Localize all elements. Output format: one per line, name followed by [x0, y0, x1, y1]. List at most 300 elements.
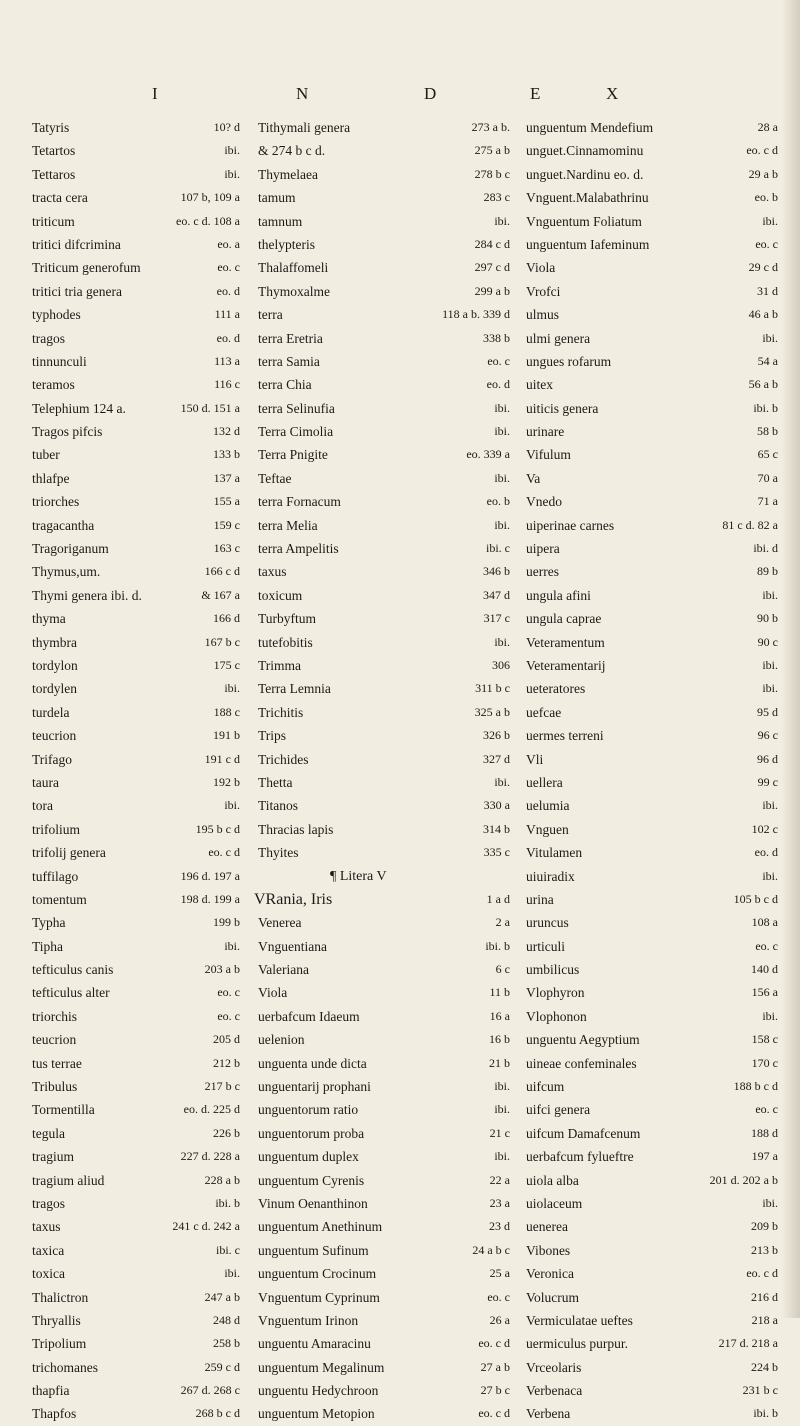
- entry-term: trichomanes: [32, 1359, 98, 1375]
- index-entry: [32, 911, 240, 934]
- entry-term: Terra Cimolia: [258, 424, 334, 440]
- index-column-1: [32, 116, 240, 1426]
- entry-reference: 212 b: [213, 1055, 240, 1070]
- index-entry: [258, 1309, 510, 1332]
- entry-reference: 213 b: [751, 1242, 778, 1257]
- entry-term: terra Eretria: [258, 330, 323, 346]
- entry-reference: ibi.: [762, 1008, 778, 1023]
- entry-reference: 99 c: [757, 774, 778, 789]
- index-entry: [32, 280, 240, 303]
- index-entry: [32, 373, 240, 396]
- index-entry: [258, 911, 510, 934]
- entry-term: unguentum Megalinum: [258, 1359, 385, 1375]
- entry-term: Tragoriganum: [32, 541, 109, 557]
- index-entry: [526, 701, 778, 724]
- entry-reference: 188 c: [213, 704, 240, 719]
- index-entry: [526, 327, 778, 350]
- entry-reference: 192 b: [213, 774, 240, 789]
- entry-reference: 170 c: [751, 1055, 778, 1070]
- entry-term: Vnguentum Foliatum: [526, 213, 642, 229]
- index-entry: [254, 888, 510, 911]
- entry-reference: ibi.: [494, 517, 510, 532]
- index-entry: [526, 490, 778, 513]
- index-entry: [526, 163, 778, 186]
- index-entry: [32, 327, 240, 350]
- entry-reference: 216 d: [751, 1289, 778, 1304]
- entry-term: unguet.Nardinu eo. d.: [526, 166, 644, 182]
- index-entry: [32, 1332, 240, 1355]
- entry-term: Thracias lapis: [258, 821, 334, 837]
- index-entry: [258, 350, 510, 373]
- index-entry: [258, 607, 510, 630]
- entry-term: Vnedo: [526, 494, 562, 510]
- entry-term: turdela: [32, 704, 70, 720]
- entry-term: Volucrum: [526, 1289, 579, 1305]
- entry-term: terra Samia: [258, 353, 320, 369]
- entry-term: Viola: [258, 985, 288, 1001]
- entry-term: unguentum duplex: [258, 1149, 359, 1165]
- index-entry: [258, 1052, 510, 1075]
- entry-term: VRania, Iris: [254, 890, 333, 908]
- index-entry: [258, 958, 510, 981]
- header-letter-e: E: [530, 84, 542, 103]
- entry-term: toxica: [32, 1266, 65, 1282]
- entry-term: uellera: [526, 774, 563, 790]
- entry-term: thapfia: [32, 1383, 70, 1399]
- index-entry: [32, 1098, 240, 1121]
- entry-reference: 166 c d: [204, 564, 240, 579]
- entry-term: tefticulus canis: [32, 962, 114, 978]
- entry-reference: 167 b c: [204, 634, 240, 649]
- entry-reference: 226 b: [213, 1125, 240, 1140]
- index-entry: [258, 748, 510, 771]
- entry-reference: ibi. b: [485, 938, 510, 953]
- entry-reference: eo. d: [754, 845, 778, 860]
- index-entry: [32, 1356, 240, 1379]
- entry-term: trifolij genera: [32, 845, 106, 861]
- entry-reference: 58 b: [757, 424, 778, 439]
- entry-term: uelenion: [258, 1032, 305, 1048]
- entry-reference: 81 c d. 82 a: [722, 517, 778, 532]
- index-entry: [526, 724, 778, 747]
- index-entry: [526, 818, 778, 841]
- entry-reference: 65 c: [757, 447, 778, 462]
- index-header: [0, 84, 800, 114]
- index-entry: [526, 865, 778, 888]
- index-entry: [526, 280, 778, 303]
- entry-term: uefcae: [526, 704, 562, 720]
- entry-term: uitex: [526, 377, 553, 393]
- entry-reference: 163 c: [213, 541, 240, 556]
- entry-reference: 29 a b: [748, 166, 778, 181]
- entry-term: Thyites: [258, 845, 299, 861]
- index-entry: [32, 584, 240, 607]
- index-entry: [32, 771, 240, 794]
- entry-reference: 218 a: [751, 1312, 778, 1327]
- entry-reference: eo. c: [755, 1102, 778, 1117]
- entry-reference: 278 b c: [474, 166, 510, 181]
- entry-reference: eo. 339 a: [466, 447, 510, 462]
- index-entry: [258, 794, 510, 817]
- index-entry: [32, 1005, 240, 1028]
- entry-term: Telephium 124 a.: [32, 400, 126, 416]
- entry-reference: 108 a: [751, 915, 778, 930]
- entry-reference: 306: [492, 657, 510, 672]
- index-entry: [258, 163, 510, 186]
- entry-reference: 140 d: [751, 962, 778, 977]
- entry-reference: eo. c: [217, 260, 240, 275]
- header-letter-n: N: [296, 84, 310, 103]
- index-entry: [258, 1262, 510, 1285]
- entry-term: Triticum generofum: [32, 260, 141, 276]
- entry-term: uifcum: [526, 1079, 565, 1095]
- index-entry: [32, 420, 240, 443]
- index-entry: [32, 724, 240, 747]
- entry-term: Tipha: [32, 938, 64, 954]
- entry-reference: 29 c d: [748, 260, 778, 275]
- index-entry: [258, 373, 510, 396]
- index-entry: [32, 865, 240, 888]
- index-entry: [526, 210, 778, 233]
- entry-term: ueteratores: [526, 681, 586, 697]
- entry-reference: 241 c d. 242 a: [172, 1219, 240, 1234]
- entry-term: unguentorum ratio: [258, 1102, 359, 1118]
- index-entry: [32, 256, 240, 279]
- entry-reference: 113 a: [214, 353, 240, 368]
- entry-reference: 284 c d: [474, 236, 510, 251]
- index-entry: [258, 443, 510, 466]
- entry-term: Teftae: [258, 470, 292, 486]
- entry-term: Vrceolaris: [526, 1359, 582, 1375]
- index-entry: [526, 794, 778, 817]
- entry-term: uipera: [526, 541, 560, 557]
- entry-term: tragacantha: [32, 517, 95, 533]
- entry-reference: 111 a: [214, 307, 240, 322]
- entry-reference: 199 b: [213, 915, 240, 930]
- entry-reference: 158 c: [751, 1032, 778, 1047]
- entry-term: Trips: [258, 728, 287, 744]
- entry-term: terra Fornacum: [258, 494, 341, 510]
- entry-reference: 338 b: [483, 330, 510, 345]
- index-entry: [526, 935, 778, 958]
- index-entry: [32, 490, 240, 513]
- entry-reference: 175 c: [213, 657, 240, 672]
- entry-reference: 325 a b: [474, 704, 510, 719]
- index-column-3: [526, 116, 778, 1426]
- index-column-2: [254, 116, 510, 1426]
- index-entry: [258, 1145, 510, 1168]
- entry-term: Thapfos: [32, 1406, 77, 1422]
- entry-term: Veteramentarij: [526, 657, 606, 673]
- entry-reference: 283 c: [483, 190, 510, 205]
- index-entry: [32, 233, 240, 256]
- entry-reference: eo. c: [487, 353, 510, 368]
- entry-reference: 24 a b c: [472, 1242, 510, 1257]
- entry-term: Thymus,um.: [32, 564, 101, 580]
- entry-reference: 2 a: [495, 915, 510, 930]
- entry-reference: 267 d. 268 c: [180, 1383, 240, 1398]
- entry-reference: 217 d. 218 a: [718, 1336, 778, 1351]
- entry-reference: ibi.: [494, 774, 510, 789]
- entry-reference: 54 a: [757, 353, 778, 368]
- entry-term: tegula: [32, 1125, 65, 1141]
- entry-term: tora: [32, 798, 53, 814]
- index-entry: [32, 1262, 240, 1285]
- entry-term: Turbyftum: [258, 611, 317, 627]
- entry-term: teucrion: [32, 728, 77, 744]
- entry-term: tragium: [32, 1149, 74, 1165]
- index-entry: [526, 1028, 778, 1051]
- index-entry: [32, 1309, 240, 1332]
- entry-reference: ibi. c: [216, 1242, 240, 1257]
- entry-reference: ibi.: [762, 681, 778, 696]
- index-entry: [32, 701, 240, 724]
- entry-term: Vnguentiana: [258, 938, 327, 954]
- index-entry: [258, 1192, 510, 1215]
- entry-reference: 26 a: [489, 1312, 510, 1327]
- index-entry: [32, 631, 240, 654]
- entry-reference: 330 a: [483, 798, 510, 813]
- entry-reference: 23 d: [489, 1219, 510, 1234]
- entry-term: ulmi genera: [526, 330, 591, 346]
- entry-reference: eo. d: [486, 377, 510, 392]
- index-entry: [258, 1215, 510, 1238]
- entry-term: Verbena: [526, 1406, 571, 1422]
- entry-term: Thymi genera ibi. d.: [32, 587, 142, 603]
- entry-reference: 133 b: [213, 447, 240, 462]
- index-entry: [32, 1239, 240, 1262]
- entry-reference: 228 a b: [204, 1172, 240, 1187]
- index-entry: [258, 186, 510, 209]
- index-entry: [32, 607, 240, 630]
- entry-reference: eo. c d: [478, 1406, 510, 1421]
- entry-reference: 188 b c d: [733, 1079, 778, 1094]
- entry-term: Vibones: [526, 1242, 571, 1258]
- index-entry: [526, 981, 778, 1004]
- index-entry: [258, 1379, 510, 1402]
- index-entry: [258, 1356, 510, 1379]
- entry-term: triticum: [32, 213, 75, 229]
- entry-term: Vlophyron: [526, 985, 585, 1001]
- entry-reference: ibi.: [762, 587, 778, 602]
- entry-term: Trichitis: [258, 704, 304, 720]
- index-entry: [526, 514, 778, 537]
- index-entry: [526, 607, 778, 630]
- entry-reference: 16 a: [489, 1008, 510, 1023]
- entry-term: Tribulus: [32, 1079, 78, 1095]
- entry-term: uiola alba: [526, 1172, 579, 1188]
- entry-term: Vitulamen: [526, 845, 583, 861]
- entry-term: unguentarij prophani: [258, 1079, 371, 1095]
- entry-reference: 166 d: [213, 611, 240, 626]
- index-entry: [258, 256, 510, 279]
- entry-reference: 90 b: [757, 611, 778, 626]
- entry-reference: 159 c: [213, 517, 240, 532]
- entry-reference: eo. a: [217, 236, 240, 251]
- entry-reference: 195 b c d: [195, 821, 240, 836]
- entry-reference: ibi.: [224, 166, 240, 181]
- section-heading: [258, 865, 510, 888]
- index-entry: [258, 771, 510, 794]
- entry-term: urinare: [526, 424, 565, 440]
- entry-reference: 118 a b. 339 d: [442, 307, 510, 322]
- index-entry: [32, 443, 240, 466]
- entry-reference: 196 d. 197 a: [180, 868, 240, 883]
- entry-reference: eo. c: [217, 1008, 240, 1023]
- entry-reference: 90 c: [757, 634, 778, 649]
- index-entry: [258, 397, 510, 420]
- entry-term: Titanos: [258, 798, 299, 814]
- entry-term: Vnguen: [526, 821, 569, 837]
- index-entry: [32, 1169, 240, 1192]
- entry-term: triorchis: [32, 1008, 77, 1024]
- index-entry: [526, 420, 778, 443]
- entry-reference: 297 c d: [474, 260, 510, 275]
- entry-reference: 105 b c d: [733, 891, 778, 906]
- entry-term: & 274 b c d.: [258, 143, 326, 159]
- entry-reference: ibi.: [494, 424, 510, 439]
- index-entry: [258, 303, 510, 326]
- entry-reference: ibi. b: [753, 1406, 778, 1421]
- index-entry: [258, 584, 510, 607]
- index-entry: [526, 654, 778, 677]
- index-entry: [526, 1122, 778, 1145]
- index-entry: [526, 631, 778, 654]
- index-entry: [258, 1169, 510, 1192]
- entry-term: Va: [526, 470, 541, 486]
- entry-term: teucrion: [32, 1032, 77, 1048]
- index-entry: [258, 514, 510, 537]
- index-entry: [32, 677, 240, 700]
- entry-term: uineae confeminales: [526, 1055, 637, 1071]
- index-entry: [526, 1402, 778, 1425]
- entry-term: unguentum Crocinum: [258, 1266, 377, 1282]
- index-entry: [258, 1402, 510, 1425]
- entry-term: ulmus: [526, 307, 560, 323]
- entry-term: tamnum: [258, 213, 303, 229]
- entry-reference: 311 b c: [475, 681, 510, 696]
- entry-reference: 150 d. 151 a: [180, 400, 240, 415]
- entry-reference: ibi.: [494, 470, 510, 485]
- entry-term: tracta cera: [32, 190, 88, 206]
- index-entry: [526, 1052, 778, 1075]
- index-entry: [32, 467, 240, 490]
- entry-reference: 268 b c d: [195, 1406, 240, 1421]
- header-letter-i: I: [152, 84, 159, 103]
- entry-term: uerbafcum Idaeum: [258, 1008, 360, 1024]
- entry-reference: 275 a b: [474, 143, 510, 158]
- index-entry: [32, 1052, 240, 1075]
- entry-reference: 248 d: [213, 1312, 240, 1327]
- entry-reference: ibi.: [494, 213, 510, 228]
- index-entry: [258, 139, 510, 162]
- index-entry: [32, 1402, 240, 1425]
- entry-reference: 116 c: [214, 377, 240, 392]
- index-entry: [32, 748, 240, 771]
- index-entry: [526, 537, 778, 560]
- index-entry: [32, 888, 240, 911]
- index-entry: [526, 1005, 778, 1028]
- index-entry: [32, 139, 240, 162]
- index-entry: [258, 490, 510, 513]
- entry-reference: 27 a b: [480, 1359, 510, 1374]
- entry-term: uiuiradix: [526, 868, 575, 884]
- entry-term: tritici difcrimina: [32, 236, 121, 252]
- entry-reference: 217 b c: [204, 1079, 240, 1094]
- entry-term: Vifulum: [526, 447, 571, 463]
- entry-term: Tatyris: [32, 120, 70, 135]
- entry-reference: 23 a: [489, 1195, 510, 1210]
- entry-reference: eo. c: [487, 1289, 510, 1304]
- entry-reference: ibi.: [224, 1266, 240, 1281]
- entry-term: Vrofci: [526, 283, 561, 299]
- entry-reference: 16 b: [489, 1032, 510, 1047]
- index-entry: [32, 537, 240, 560]
- index-entry: [258, 210, 510, 233]
- index-entry: [32, 794, 240, 817]
- entry-reference: 107 b, 109 a: [180, 190, 240, 205]
- entry-term: unguet.Cinnamominu: [526, 143, 644, 159]
- entry-term: uerres: [526, 564, 559, 580]
- index-entry: [258, 935, 510, 958]
- index-entry: [526, 350, 778, 373]
- index-entry: [526, 1098, 778, 1121]
- entry-reference: ibi.: [494, 1102, 510, 1117]
- entry-term: uelumia: [526, 798, 570, 814]
- index-entry: [258, 467, 510, 490]
- index-entry: [258, 233, 510, 256]
- entry-term: unguentum Mendefium: [526, 120, 654, 135]
- entry-reference: 22 a: [489, 1172, 510, 1187]
- entry-term: Thymoxalme: [258, 283, 330, 299]
- index-entry: [32, 1286, 240, 1309]
- entry-reference: 197 a: [751, 1149, 778, 1164]
- entry-term: tutefobitis: [258, 634, 313, 650]
- index-entry: [32, 560, 240, 583]
- index-entry: [32, 818, 240, 841]
- index-entry: [258, 818, 510, 841]
- entry-reference: 258 b: [213, 1336, 240, 1351]
- index-entry: [526, 116, 778, 139]
- entry-term: terra: [258, 307, 283, 323]
- entry-term: Terra Pnigite: [258, 447, 328, 463]
- index-entry: [32, 1028, 240, 1051]
- index-entry: [32, 1379, 240, 1402]
- entry-term: thymbra: [32, 634, 77, 650]
- index-entry: [32, 654, 240, 677]
- entry-reference: 96 d: [757, 751, 778, 766]
- entry-reference: ibi.: [494, 1149, 510, 1164]
- index-entry: [526, 397, 778, 420]
- entry-reference: ibi. b: [753, 400, 778, 415]
- entry-term: Trichides: [258, 751, 309, 767]
- entry-reference: eo. c d: [746, 143, 778, 158]
- index-entry: [258, 654, 510, 677]
- entry-reference: ibi.: [762, 330, 778, 345]
- entry-term: unguentum Metopion: [258, 1406, 375, 1422]
- entry-term: uiperinae carnes: [526, 517, 615, 533]
- entry-term: taura: [32, 774, 59, 790]
- index-entry: [526, 139, 778, 162]
- entry-term: tordylen: [32, 681, 77, 697]
- entry-term: taxus: [258, 564, 287, 580]
- index-entry: [526, 1379, 778, 1402]
- index-entry: [526, 911, 778, 934]
- entry-reference: eo. c d: [208, 845, 240, 860]
- entry-reference: 201 d. 202 a b: [709, 1172, 778, 1187]
- entry-term: tordylon: [32, 657, 78, 673]
- entry-reference: 70 a: [757, 470, 778, 485]
